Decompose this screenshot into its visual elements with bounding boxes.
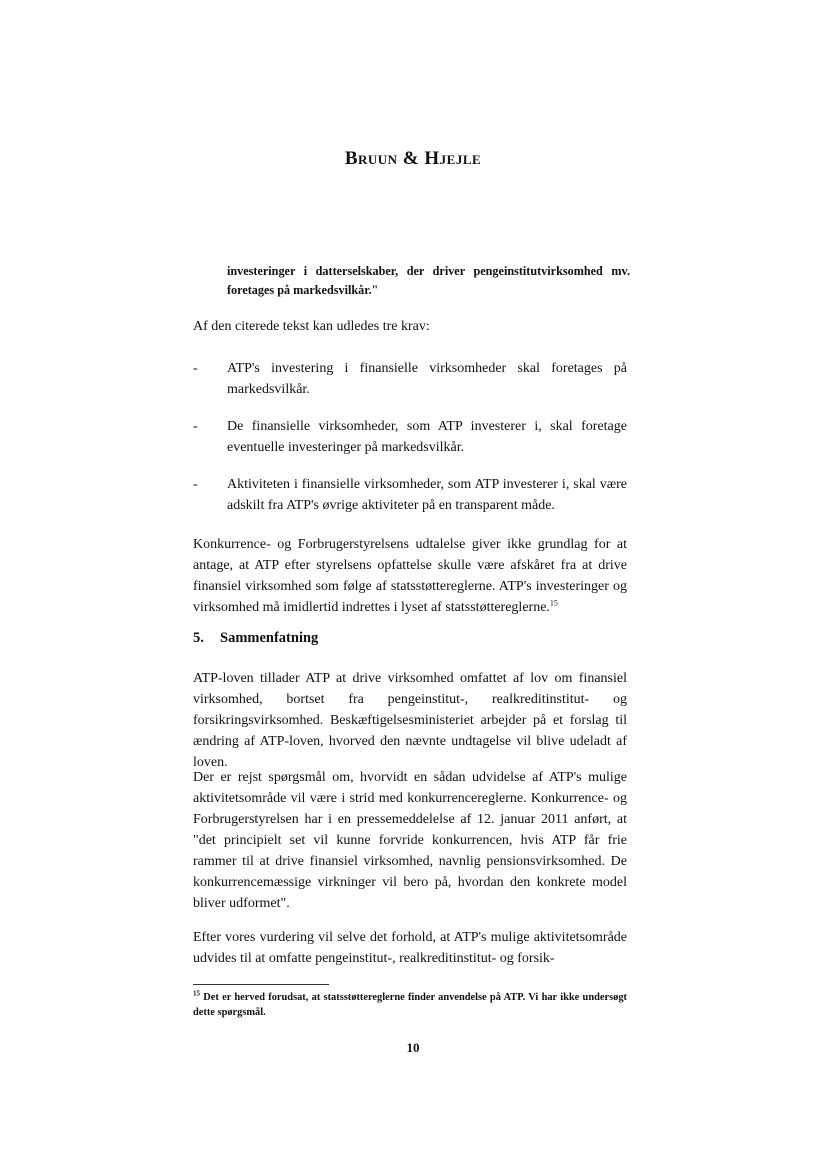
section-heading [193, 630, 318, 647]
paragraph-statsstotte [193, 534, 627, 618]
paragraph-vurdering: Efter vores vurdering vil selve det forhold, at ATP's mulige aktivitetsområde udvides til at omfatte pengeinstitut-, realkreditinstitut- og forsik- [193, 930, 627, 966]
footnote-number: 15 [193, 989, 200, 998]
footnote-text: Det er herved forudsat, at statsstøttereglerne finder anvendelse på ATP. Vi har ikke undersøgt dette spørgsmål. [193, 992, 627, 1018]
footnote-reference: 15 [549, 598, 558, 608]
intro-text: Af den citerede tekst kan udledes tre krav: [193, 319, 430, 334]
section-number: 5. [193, 630, 204, 646]
list-dash: - [193, 477, 198, 492]
list-dash: - [193, 419, 198, 434]
list-dash: - [193, 361, 198, 376]
requirement-text: De finansielle virksomheder, som ATP investerer i, skal foretage eventuelle investeringer på markedsvilkår. [227, 419, 627, 455]
requirement-text: Aktiviteten i finansielle virksomheder, som ATP investerer i, skal være adskilt fra ATP's øvrige aktiviteter på en transparent måde. [227, 477, 627, 513]
letterhead-firm-name: Bruun & Hjejle [344, 148, 482, 169]
quoted-text: investeringer i datterselskaber, der driver pengeinstitutvirksomhed mv. foretages på markedsvilkår." [227, 264, 630, 297]
requirement-text: ATP's investering i finansielle virksomheder skal foretages på markedsvilkår. [227, 361, 627, 397]
paragraph-atp-loven: ATP-loven tillader ATP at drive virksomhed omfattet af lov om finansiel virksomhed, bortset fra pengeinstitut-, realkreditinstitut- og forsikringsvirksomhed. Beskæftigelsesministeriet arbejder på et forslag til ændring af ATP-loven, hvorved den nævnte undtagelse vil blive udeladt af loven. [193, 671, 627, 770]
page-number: 10 [406, 1040, 420, 1055]
paragraph-konkurrence: Der er rejst spørgsmål om, hvorvidt en sådan udvidelse af ATP's mulige aktivitetsområde vil være i strid med konkurrencereglerne. Konkurrence- og Forbrugerstyrelsen har i en pressemeddelelse af 12. januar 2011 anført, at "det principielt set vil kunne forvride konkurrencen, hvis ATP får frie rammer til at drive finansiel virksomhed, navnlig pensionsvirksomhed. De konkurrencemæssige virkninger vil bero på, hvordan den konkrete model bliver udformet". [193, 770, 627, 911]
paragraph-text: Konkurrence- og Forbrugerstyrelsens udtalelse giver ikke grundlag for at antage, at ATP efter styrelsens opfattelse skulle være afskåret fra at drive finansiel virksomhed som følge af statsstøttereglerne. ATP's investeringer og virksomhed må imidlertid indrettes i lyset af statsstøttereglerne. [193, 537, 627, 615]
section-title: Sammenfatning [220, 630, 319, 646]
footnote-divider [193, 984, 329, 985]
footnote [193, 990, 627, 1020]
